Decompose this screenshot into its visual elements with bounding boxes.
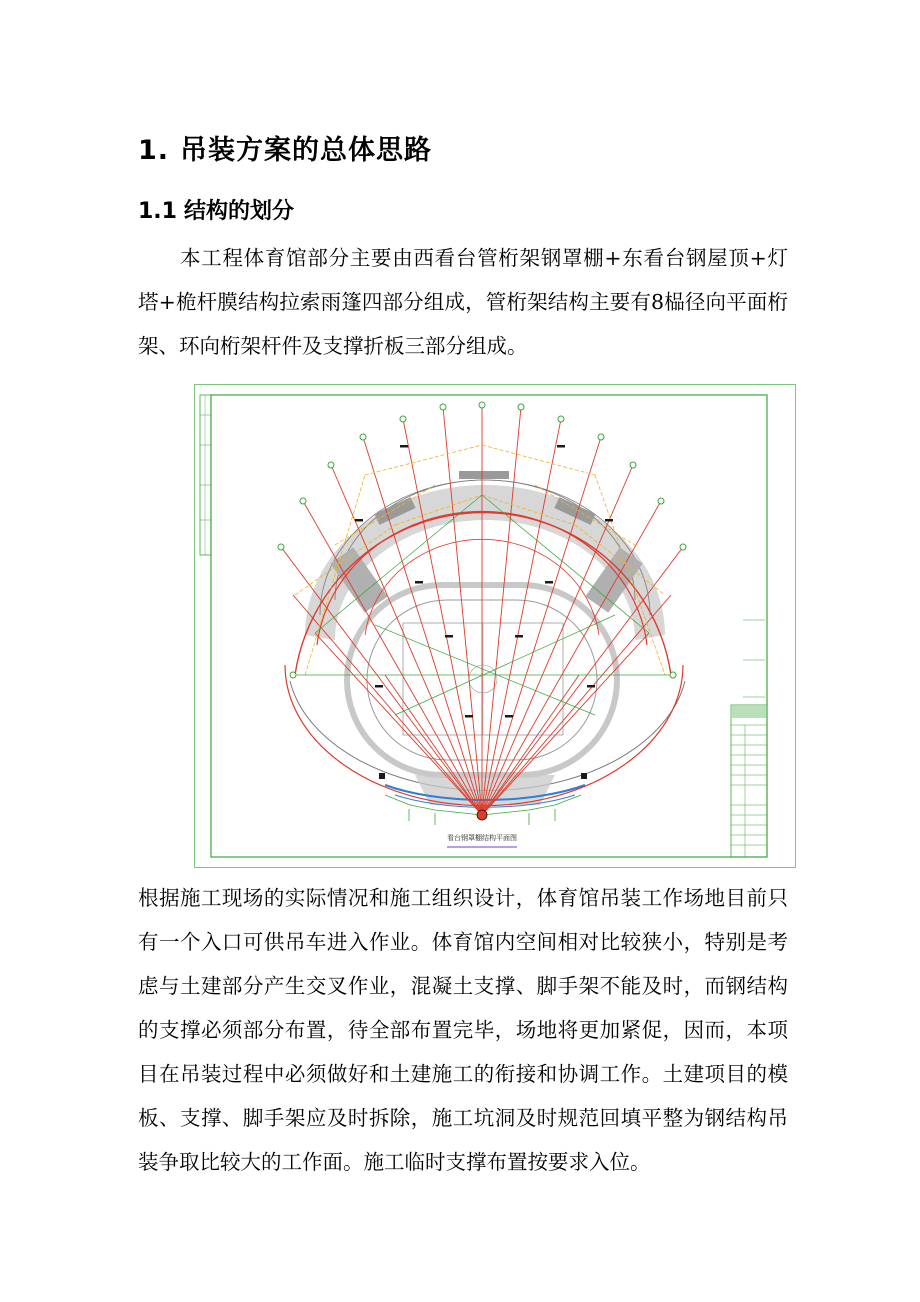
heading-title: 结构的划分 — [184, 199, 295, 224]
heading-number: 1. — [138, 135, 170, 166]
figure-caption: 看台钢罩棚结构平面图 — [447, 834, 517, 842]
stadium-plan-svg — [195, 385, 795, 867]
apex-node-icon — [477, 810, 487, 820]
intro-paragraph: 本工程体育馆部分主要由西看台管桁架钢罩棚+东看台钢屋顶+灯塔+桅杆膜结构拉索雨篷四部分组成，管桁架结构主要有8榀径向平面桁架、环向桁架杆件及支撑折板三部分组成。 — [138, 246, 788, 358]
section-heading-1-1 — [138, 194, 294, 225]
heading-title: 吊装方案的总体思路 — [180, 135, 432, 166]
construction-paragraph: 根据施工现场的实际情况和施工组织设计，体育馆吊装工作场地目前只有一个入口可供吊车进入作业。体育馆内空间相对比较狭小，特别是考虑与土建部分产生交叉作业，混凝土支撑、脚手架不能及时，而钢结构的支撑必须部分布置，待全部布置完毕，场地将更加紧促，因而，本项目在吊装过程中必须做好和土建施工的衔接和协调工作。土建项目的模板、支撑、脚手架应及时拆除，施工坑洞及时规范回填平整为钢结构吊装争取比较大的工作面。施工临时支撑布置按要求入位。 — [138, 886, 788, 1174]
heading-number: 1.1 — [138, 199, 177, 224]
section-heading-1 — [138, 128, 432, 167]
title-block — [731, 620, 767, 857]
stadium-plan-drawing — [194, 384, 796, 868]
